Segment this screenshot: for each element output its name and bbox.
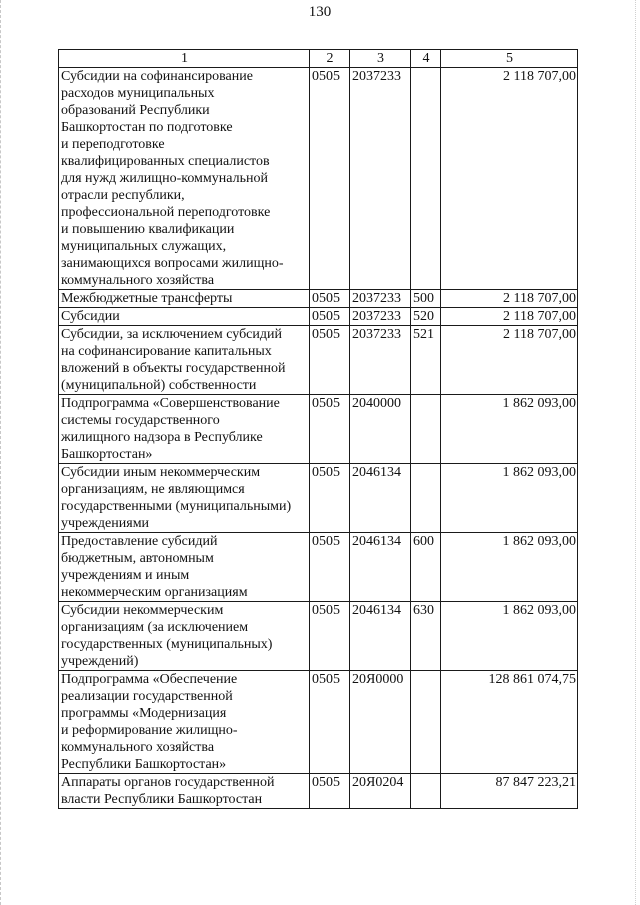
row-target-cell: 2037233 [350,326,411,395]
row-target-cell: 2037233 [350,68,411,290]
row-expense-type-cell: 600 [411,533,441,602]
header-row [59,50,578,68]
row-target-cell: 2037233 [350,308,411,326]
row-section-cell: 0505 [310,326,350,395]
row-amount-cell: 87 847 223,21 [441,774,578,809]
row-amount-cell: 1 862 093,00 [441,533,578,602]
scan-edge-left [0,0,4,905]
row-target-cell: 2040000 [350,395,411,464]
row-name-cell: Аппараты органов государственной власти Республики Башкортостан [59,774,310,809]
header-cell-target: 3 [350,50,411,68]
row-target-cell: 20Я0000 [350,671,411,774]
table-row [59,68,578,290]
table-row [59,326,578,395]
row-section-cell: 0505 [310,774,350,809]
row-expense-type-cell: 521 [411,326,441,395]
row-section-cell: 0505 [310,602,350,671]
table-row [59,290,578,308]
row-amount-cell: 1 862 093,00 [441,464,578,533]
row-target-cell: 2037233 [350,290,411,308]
row-expense-type-cell [411,395,441,464]
row-section-cell: 0505 [310,68,350,290]
row-expense-type-cell [411,774,441,809]
header-cell-name: 1 [59,50,310,68]
row-name-cell: Подпрограмма «Обеспечение реализации государственной программы «Модернизация и реформирование жилищно- коммунального хозяйства Республики Башкортостан» [59,671,310,774]
row-name-cell: Субсидии [59,308,310,326]
row-name-cell: Предоставление субсидий бюджетным, автономным учреждениям и иным некоммерческим организациям [59,533,310,602]
row-amount-cell: 2 118 707,00 [441,308,578,326]
row-expense-type-cell [411,464,441,533]
header-cell-amount: 5 [441,50,578,68]
row-section-cell: 0505 [310,290,350,308]
row-amount-cell: 128 861 074,75 [441,671,578,774]
row-name-cell: Субсидии, за исключением субсидий на софинансирование капитальных вложений в объекты государственной (муниципальной) собственности [59,326,310,395]
row-amount-cell: 2 118 707,00 [441,290,578,308]
row-amount-cell: 2 118 707,00 [441,68,578,290]
budget-table-body [59,50,578,809]
row-amount-cell: 1 862 093,00 [441,602,578,671]
table-row [59,395,578,464]
table-row [59,533,578,602]
row-amount-cell: 1 862 093,00 [441,395,578,464]
row-target-cell: 20Я0204 [350,774,411,809]
scan-edge-right [633,0,636,905]
row-section-cell: 0505 [310,395,350,464]
table-row [59,464,578,533]
table-row [59,308,578,326]
row-name-cell: Субсидии на софинансирование расходов муниципальных образований Республики Башкортостан по подготовке и переподготовке квалифицированных специалистов для нужд жилищно-коммунальной отрасли республики, профессиональной переподготовке и повышению квалификации муниципальных служащих, занимающихся вопросами жилищно- коммунального хозяйства [59,68,310,290]
header-cell-expense-type: 4 [411,50,441,68]
row-name-cell: Межбюджетные трансферты [59,290,310,308]
row-section-cell: 0505 [310,671,350,774]
table-row [59,774,578,809]
row-target-cell: 2046134 [350,602,411,671]
row-target-cell: 2046134 [350,464,411,533]
row-amount-cell: 2 118 707,00 [441,326,578,395]
row-expense-type-cell: 520 [411,308,441,326]
row-name-cell: Субсидии некоммерческим организациям (за исключением государственных (муниципальных) учреждений) [59,602,310,671]
row-expense-type-cell: 630 [411,602,441,671]
row-section-cell: 0505 [310,533,350,602]
row-name-cell: Субсидии иным некоммерческим организациям, не являющимся государственными (муниципальными) учреждениями [59,464,310,533]
row-target-cell: 2046134 [350,533,411,602]
row-section-cell: 0505 [310,308,350,326]
row-expense-type-cell [411,671,441,774]
budget-table [58,49,578,809]
page-number: 130 [308,4,332,20]
table-row [59,671,578,774]
row-expense-type-cell [411,68,441,290]
table-row [59,602,578,671]
row-expense-type-cell: 500 [411,290,441,308]
header-cell-section: 2 [310,50,350,68]
row-section-cell: 0505 [310,464,350,533]
row-name-cell: Подпрограмма «Совершенствование системы государственного жилищного надзора в Республике Башкортостан» [59,395,310,464]
